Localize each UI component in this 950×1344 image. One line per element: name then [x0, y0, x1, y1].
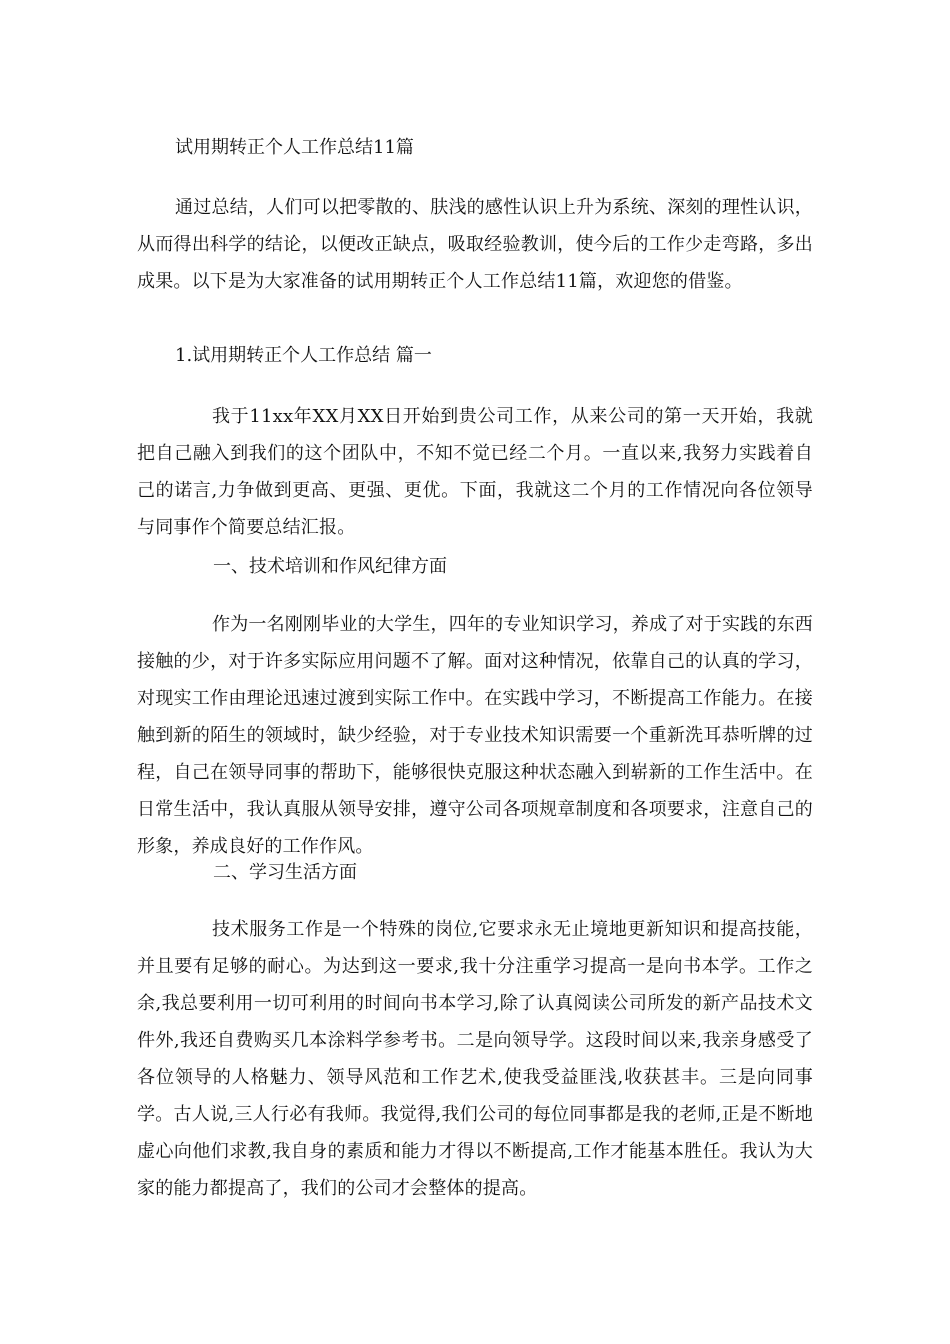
intro-paragraph: 通过总结，人们可以把零散的、肤浅的感性认识上升为系统、深刻的理性认识，从而得出科学的结论，以便改正缺点，吸取经验教训，使今后的工作少走弯路，多出成果。以下是为大家准备的试用期转正个人工作总结11篇，欢迎您的借鉴。	[137, 197, 813, 292]
paragraph-1: 我于11xx年XX月XX日开始到贵公司工作，从来公司的第一天开始，我就把自己融入到我们的这个团队中，不知不觉已经二个月。一直以来,我努力实践着自己的诺言,力争做到更高、更强、更优。下面，我就这二个月的工作情况向各位领导与同事作个简要总结汇报。	[137, 406, 813, 538]
paragraph-2: 作为一名刚刚毕业的大学生，四年的专业知识学习，养成了对于实践的东西接触的少，对于许多实际应用问题不了解。面对这种情况，依靠自己的认真的学习，对现实工作由理论迅速过渡到实际工作中。在实践中学习，不断提高工作能力。在接触到新的陌生的领域时，缺少经验，对于专业技术知识需要一个重新洗耳恭听牌的过程，自己在领导同事的帮助下，能够很快克服这种状态融入到崭新的工作生活中。在日常生活中，我认真服从领导安排，遵守公司各项规章制度和各项要求，注意自己的形象，养成良好的工作作风。	[137, 614, 813, 857]
paragraph-3: 技术服务工作是一个特殊的岗位,它要求永无止境地更新知识和提高技能，并且要有足够的耐心。为达到这一要求,我十分注重学习提高一是向书本学。工作之余,我总要利用一切可利用的时间向书本学习,除了认真阅读公司所发的新产品技术文件外,我还自费购买几本涂料学参考书。二是向领导学。这段时间以来,我亲身感受了各位领导的人格魅力、领导风范和工作艺术,使我受益匪浅,收获甚丰。三是向同事学。古人说,三人行必有我师。我觉得,我们公司的每位同事都是我的老师,正是不断地虚心向他们求教,我自身的素质和能力才得以不断提高,工作才能基本胜任。我认为大家的能力都提高了，我们的公司才会整体的提高。	[137, 919, 813, 1199]
document-title: 试用期转正个人工作总结11篇	[175, 137, 414, 158]
section-title: 1.试用期转正个人工作总结 篇一	[175, 345, 432, 366]
heading-2: 二、学习生活方面	[213, 862, 357, 883]
heading-1: 一、技术培训和作风纪律方面	[213, 556, 447, 577]
